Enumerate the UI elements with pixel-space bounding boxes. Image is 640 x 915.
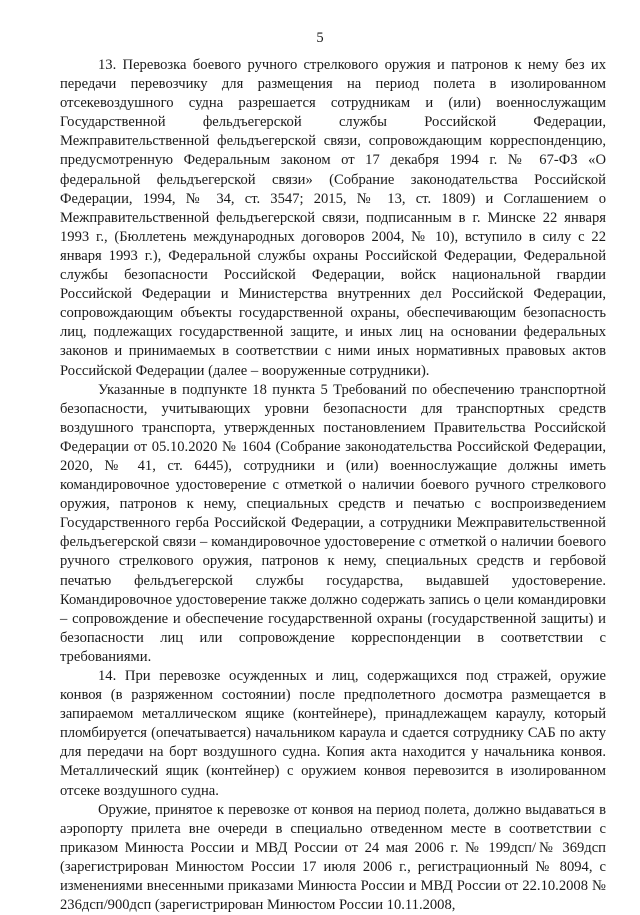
- paragraph-certificate-requirements: Указанные в подпункте 18 пункта 5 Требований по обеспечению транспортной безопасности, учитывающих уровни безопасности для транспортных средств воздушного транспорта, утвержденных постановлением Правительства Российской Федерации от 05.10.2020 № 1604 (Собрание законодательства Российской Федерации, 2020, № 41, ст. 6445), сотрудники и (или) военнослужащие должны иметь командировочное удостоверение с отметкой о наличии боевого ручного стрелкового оружия, патронов к нему, специальных средств и печатью с воспроизведением Государственного герба Российской Федерации, а сотрудники Межправительственной фельдъегерской связи – командировочное удостоверение с отметкой о наличии боевого ручного стрелкового оружия, патронов к нему, специальных средств и гербовой печатью фельдъегерской службы государства, выдавшей удостоверение. Командировочное удостоверение также должно содержать запись о цели командировки – сопровождение и обеспечение государственной охраны (государственной защиты) и безопасности лиц или сопровождение корреспонденции в соответствии с требованиями.: [60, 381, 606, 665]
- paragraph-item-13: 13. Перевозка боевого ручного стрелкового оружия и патронов к нему без их передачи перевозчику для размещения на период полета в изолированном отсекевоздушного судна разрешается сотрудникам и (или) военнослужащим Государственной фельдъегерской службы Российской Федерации, Межправительственной фельдъегерской связи, сопровождающим корреспонденцию, предусмотренную Федеральным законом от 17 декабря 1994 г. № 67-ФЗ «О федеральной фельдъегерской связи» (Собрание законодательства Российской Федерации, 1994, № 34, ст. 3547; 2015, № 13, ст. 1809) и Соглашением о Межправительственной фельдъегерской связи, подписанным в г. Минске 22 января 1993 г., (Бюллетень международных договоров 2004, № 10), вступило в силу с 22 января 1993 г.), Федеральной службы охраны Российской Федерации, Федеральной службы безопасности Российской Федерации, войск национальной гвардии Российской Федерации и Министерства внутренних дел Российской Федерации, сопровождающим объекты государственной охраны, обеспечивающим безопасность лиц, подлежащих государственной защите, и иных лиц на основании федеральных законов и принимаемых в соответствии с ними иных нормативных правовых актов Российской Федерации (далее – вооруженные сотрудники).: [60, 57, 606, 379]
- page-number: 5: [316, 30, 324, 46]
- paragraph-weapon-return: Оружие, принятое к перевозке от конвоя на период полета, должно выдаваться в аэропорту прилета вне очереди в специально отведенном месте в соответствии с приказом Минюста России и МВД России от 24 мая 2006 г. № 199дсп/№ 369дсп (зарегистрирован Минюстом России 17 июля 2006 г., регистрационный № 8094, с изменениями внесенными приказами Минюста России и МВД России от 22.10.2008 № 236дсп/900дсп (зарегистрирован Минюстом России 10.11.2008,: [60, 801, 606, 914]
- document-body: [60, 56, 606, 915]
- paragraph-item-14: 14. При перевозке осужденных и лиц, содержащихся под стражей, оружие конвоя (в разряженном состоянии) после предполетного досмотра размещается в запираемом металлическом ящике (контейнере), принадлежащем караулу, который пломбируется (опечатывается) начальником караула и сдается сотруднику САБ по акту для передачи на борт воздушного судна. Копия акта находится у начальника конвоя. Металлический ящик (контейнер) с оружием конвоя перевозится в изолированном отсеке воздушного судна.: [60, 668, 606, 799]
